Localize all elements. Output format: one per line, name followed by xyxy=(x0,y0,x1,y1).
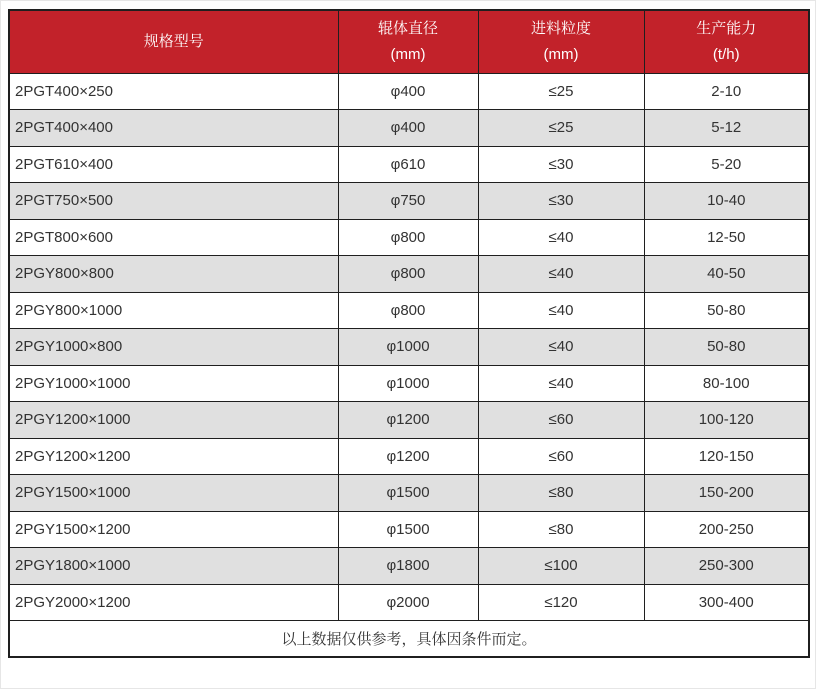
cell-feed-size: ≤40 xyxy=(478,365,644,402)
cell-feed-size: ≤60 xyxy=(478,438,644,475)
table-row xyxy=(9,402,809,439)
cell-feed-size: ≤40 xyxy=(478,256,644,293)
cell-feed-size: ≤80 xyxy=(478,511,644,548)
table-row xyxy=(9,475,809,512)
table-row xyxy=(9,110,809,147)
cell-roller-diameter: φ750 xyxy=(338,183,478,220)
cell-capacity: 2-10 xyxy=(644,73,809,110)
cell-model: 2PGT750×500 xyxy=(9,183,338,220)
cell-model: 2PGY1800×1000 xyxy=(9,548,338,585)
col-header-model-label: 规格型号 xyxy=(143,32,204,50)
table-row xyxy=(9,73,809,110)
cell-roller-diameter: φ1000 xyxy=(338,365,478,402)
cell-feed-size: ≤40 xyxy=(478,219,644,256)
table-row xyxy=(9,183,809,220)
col-header-roller-diameter xyxy=(338,10,478,73)
cell-feed-size: ≤25 xyxy=(478,73,644,110)
table-row xyxy=(9,292,809,329)
cell-feed-size: ≤60 xyxy=(478,402,644,439)
cell-feed-size: ≤40 xyxy=(478,329,644,366)
cell-roller-diameter: φ2000 xyxy=(338,584,478,621)
cell-feed-size: ≤25 xyxy=(478,110,644,147)
col-header-roller-diameter-label: 辊体直径 xyxy=(377,19,438,37)
cell-feed-size: ≤40 xyxy=(478,292,644,329)
cell-capacity: 120-150 xyxy=(644,438,809,475)
spec-table xyxy=(8,9,810,658)
cell-feed-size: ≤120 xyxy=(478,584,644,621)
col-header-model xyxy=(9,10,338,73)
table-row xyxy=(9,548,809,585)
cell-capacity: 5-20 xyxy=(644,146,809,183)
cell-capacity: 150-200 xyxy=(644,475,809,512)
col-header-capacity-unit: (t/h) xyxy=(712,45,740,63)
cell-model: 2PGT400×400 xyxy=(9,110,338,147)
col-header-capacity-label: 生产能力 xyxy=(696,19,757,37)
cell-capacity: 40-50 xyxy=(644,256,809,293)
cell-model: 2PGY1000×800 xyxy=(9,329,338,366)
cell-capacity: 5-12 xyxy=(644,110,809,147)
cell-capacity: 200-250 xyxy=(644,511,809,548)
table-row xyxy=(9,329,809,366)
cell-roller-diameter: φ400 xyxy=(338,73,478,110)
cell-capacity: 12-50 xyxy=(644,219,809,256)
cell-model: 2PGT800×600 xyxy=(9,219,338,256)
col-header-roller-diameter-unit: (mm) xyxy=(390,45,426,63)
cell-roller-diameter: φ1500 xyxy=(338,475,478,512)
cell-roller-diameter: φ800 xyxy=(338,219,478,256)
cell-feed-size: ≤30 xyxy=(478,183,644,220)
cell-roller-diameter: φ1000 xyxy=(338,329,478,366)
table-row xyxy=(9,584,809,621)
cell-roller-diameter: φ800 xyxy=(338,256,478,293)
table-row xyxy=(9,146,809,183)
cell-model: 2PGY1500×1000 xyxy=(9,475,338,512)
cell-model: 2PGT610×400 xyxy=(9,146,338,183)
cell-model: 2PGY1200×1200 xyxy=(9,438,338,475)
cell-roller-diameter: φ1500 xyxy=(338,511,478,548)
col-header-capacity xyxy=(644,10,809,73)
col-header-feed-size xyxy=(478,10,644,73)
cell-capacity: 80-100 xyxy=(644,365,809,402)
table-row xyxy=(9,219,809,256)
table-row xyxy=(9,256,809,293)
col-header-feed-size-unit: (mm) xyxy=(543,45,579,63)
cell-model: 2PGY800×800 xyxy=(9,256,338,293)
cell-roller-diameter: φ400 xyxy=(338,110,478,147)
table-row xyxy=(9,438,809,475)
col-header-feed-size-label: 进料粒度 xyxy=(530,19,591,37)
cell-model: 2PGY1500×1200 xyxy=(9,511,338,548)
cell-model: 2PGY800×1000 xyxy=(9,292,338,329)
cell-capacity: 10-40 xyxy=(644,183,809,220)
cell-model: 2PGY2000×1200 xyxy=(9,584,338,621)
footer-row xyxy=(9,621,809,657)
cell-capacity: 50-80 xyxy=(644,292,809,329)
cell-feed-size: ≤80 xyxy=(478,475,644,512)
cell-roller-diameter: φ610 xyxy=(338,146,478,183)
cell-roller-diameter: φ800 xyxy=(338,292,478,329)
header-row xyxy=(9,10,809,73)
cell-model: 2PGT400×250 xyxy=(9,73,338,110)
table-row xyxy=(9,511,809,548)
cell-roller-diameter: φ1200 xyxy=(338,402,478,439)
cell-model: 2PGY1000×1000 xyxy=(9,365,338,402)
cell-capacity: 250-300 xyxy=(644,548,809,585)
cell-feed-size: ≤100 xyxy=(478,548,644,585)
cell-roller-diameter: φ1200 xyxy=(338,438,478,475)
cell-capacity: 50-80 xyxy=(644,329,809,366)
table-row xyxy=(9,365,809,402)
cell-model: 2PGY1200×1000 xyxy=(9,402,338,439)
cell-capacity: 300-400 xyxy=(644,584,809,621)
cell-capacity: 100-120 xyxy=(644,402,809,439)
cell-roller-diameter: φ1800 xyxy=(338,548,478,585)
cell-feed-size: ≤30 xyxy=(478,146,644,183)
footer-note: 以上数据仅供参考，具体因条件而定。 xyxy=(9,621,809,657)
